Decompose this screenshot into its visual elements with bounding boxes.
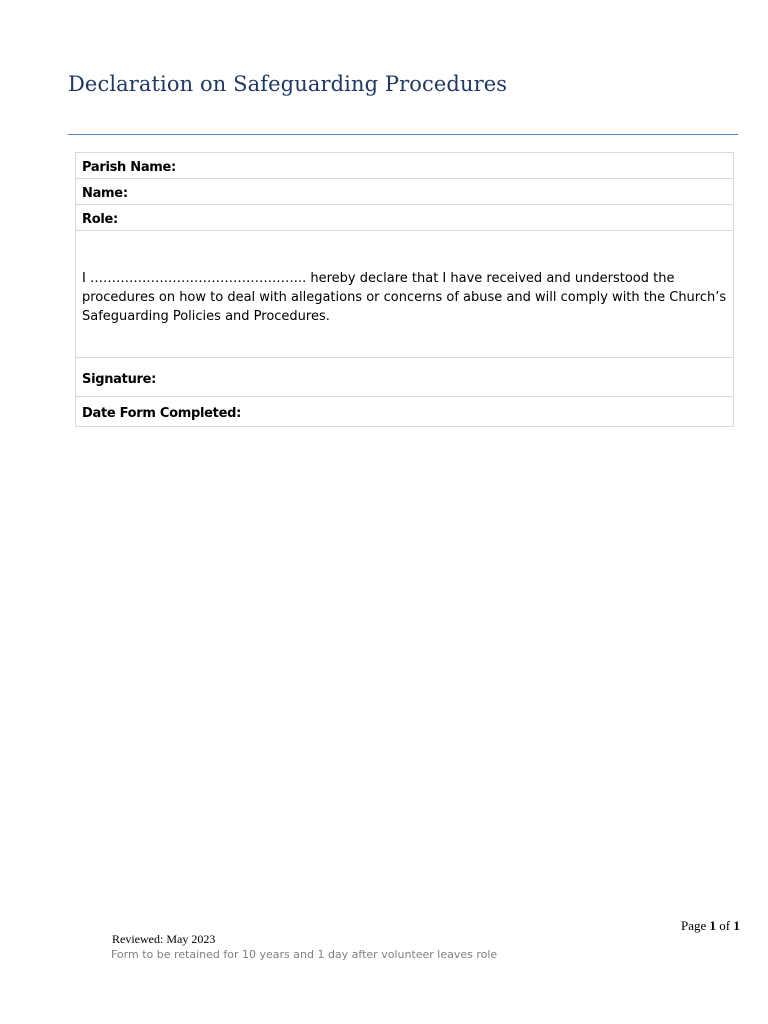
name-field[interactable] — [76, 179, 734, 205]
page-number — [681, 918, 740, 934]
date-row — [76, 397, 734, 427]
signature-row — [76, 358, 734, 397]
title-divider — [68, 134, 738, 135]
page-current: 1 — [709, 918, 717, 933]
date-completed-label: Date Form Completed: — [82, 406, 242, 421]
page-total: 1 — [733, 918, 740, 933]
name-row — [76, 179, 734, 205]
declaration-text: I ………………………………………….. hereby declare that I have received and understood the procedures on how to deal with allegations or concerns of abuse and will comply with the Church’s Safeguarding Policies and Procedures. — [76, 231, 734, 358]
page-prefix: Page — [681, 918, 710, 933]
signature-label: Signature: — [82, 371, 157, 387]
parish-name-row — [76, 153, 734, 179]
date-completed-field[interactable] — [76, 397, 734, 427]
name-label: Name: — [82, 186, 128, 201]
reviewed-date: Reviewed: May 2023 — [112, 932, 216, 946]
parish-name-field[interactable] — [76, 153, 734, 179]
page-title: Declaration on Safeguarding Procedures — [68, 72, 508, 96]
declaration-row — [76, 231, 734, 358]
declaration-form — [75, 152, 734, 427]
parish-name-label: Parish Name: — [82, 160, 176, 175]
role-field[interactable] — [76, 205, 734, 231]
signature-field[interactable] — [76, 358, 734, 397]
role-label: Role: — [82, 212, 118, 227]
page-of: of — [716, 918, 734, 933]
role-row — [76, 205, 734, 231]
retention-note: Form to be retained for 10 years and 1 day after volunteer leaves role — [111, 948, 498, 961]
